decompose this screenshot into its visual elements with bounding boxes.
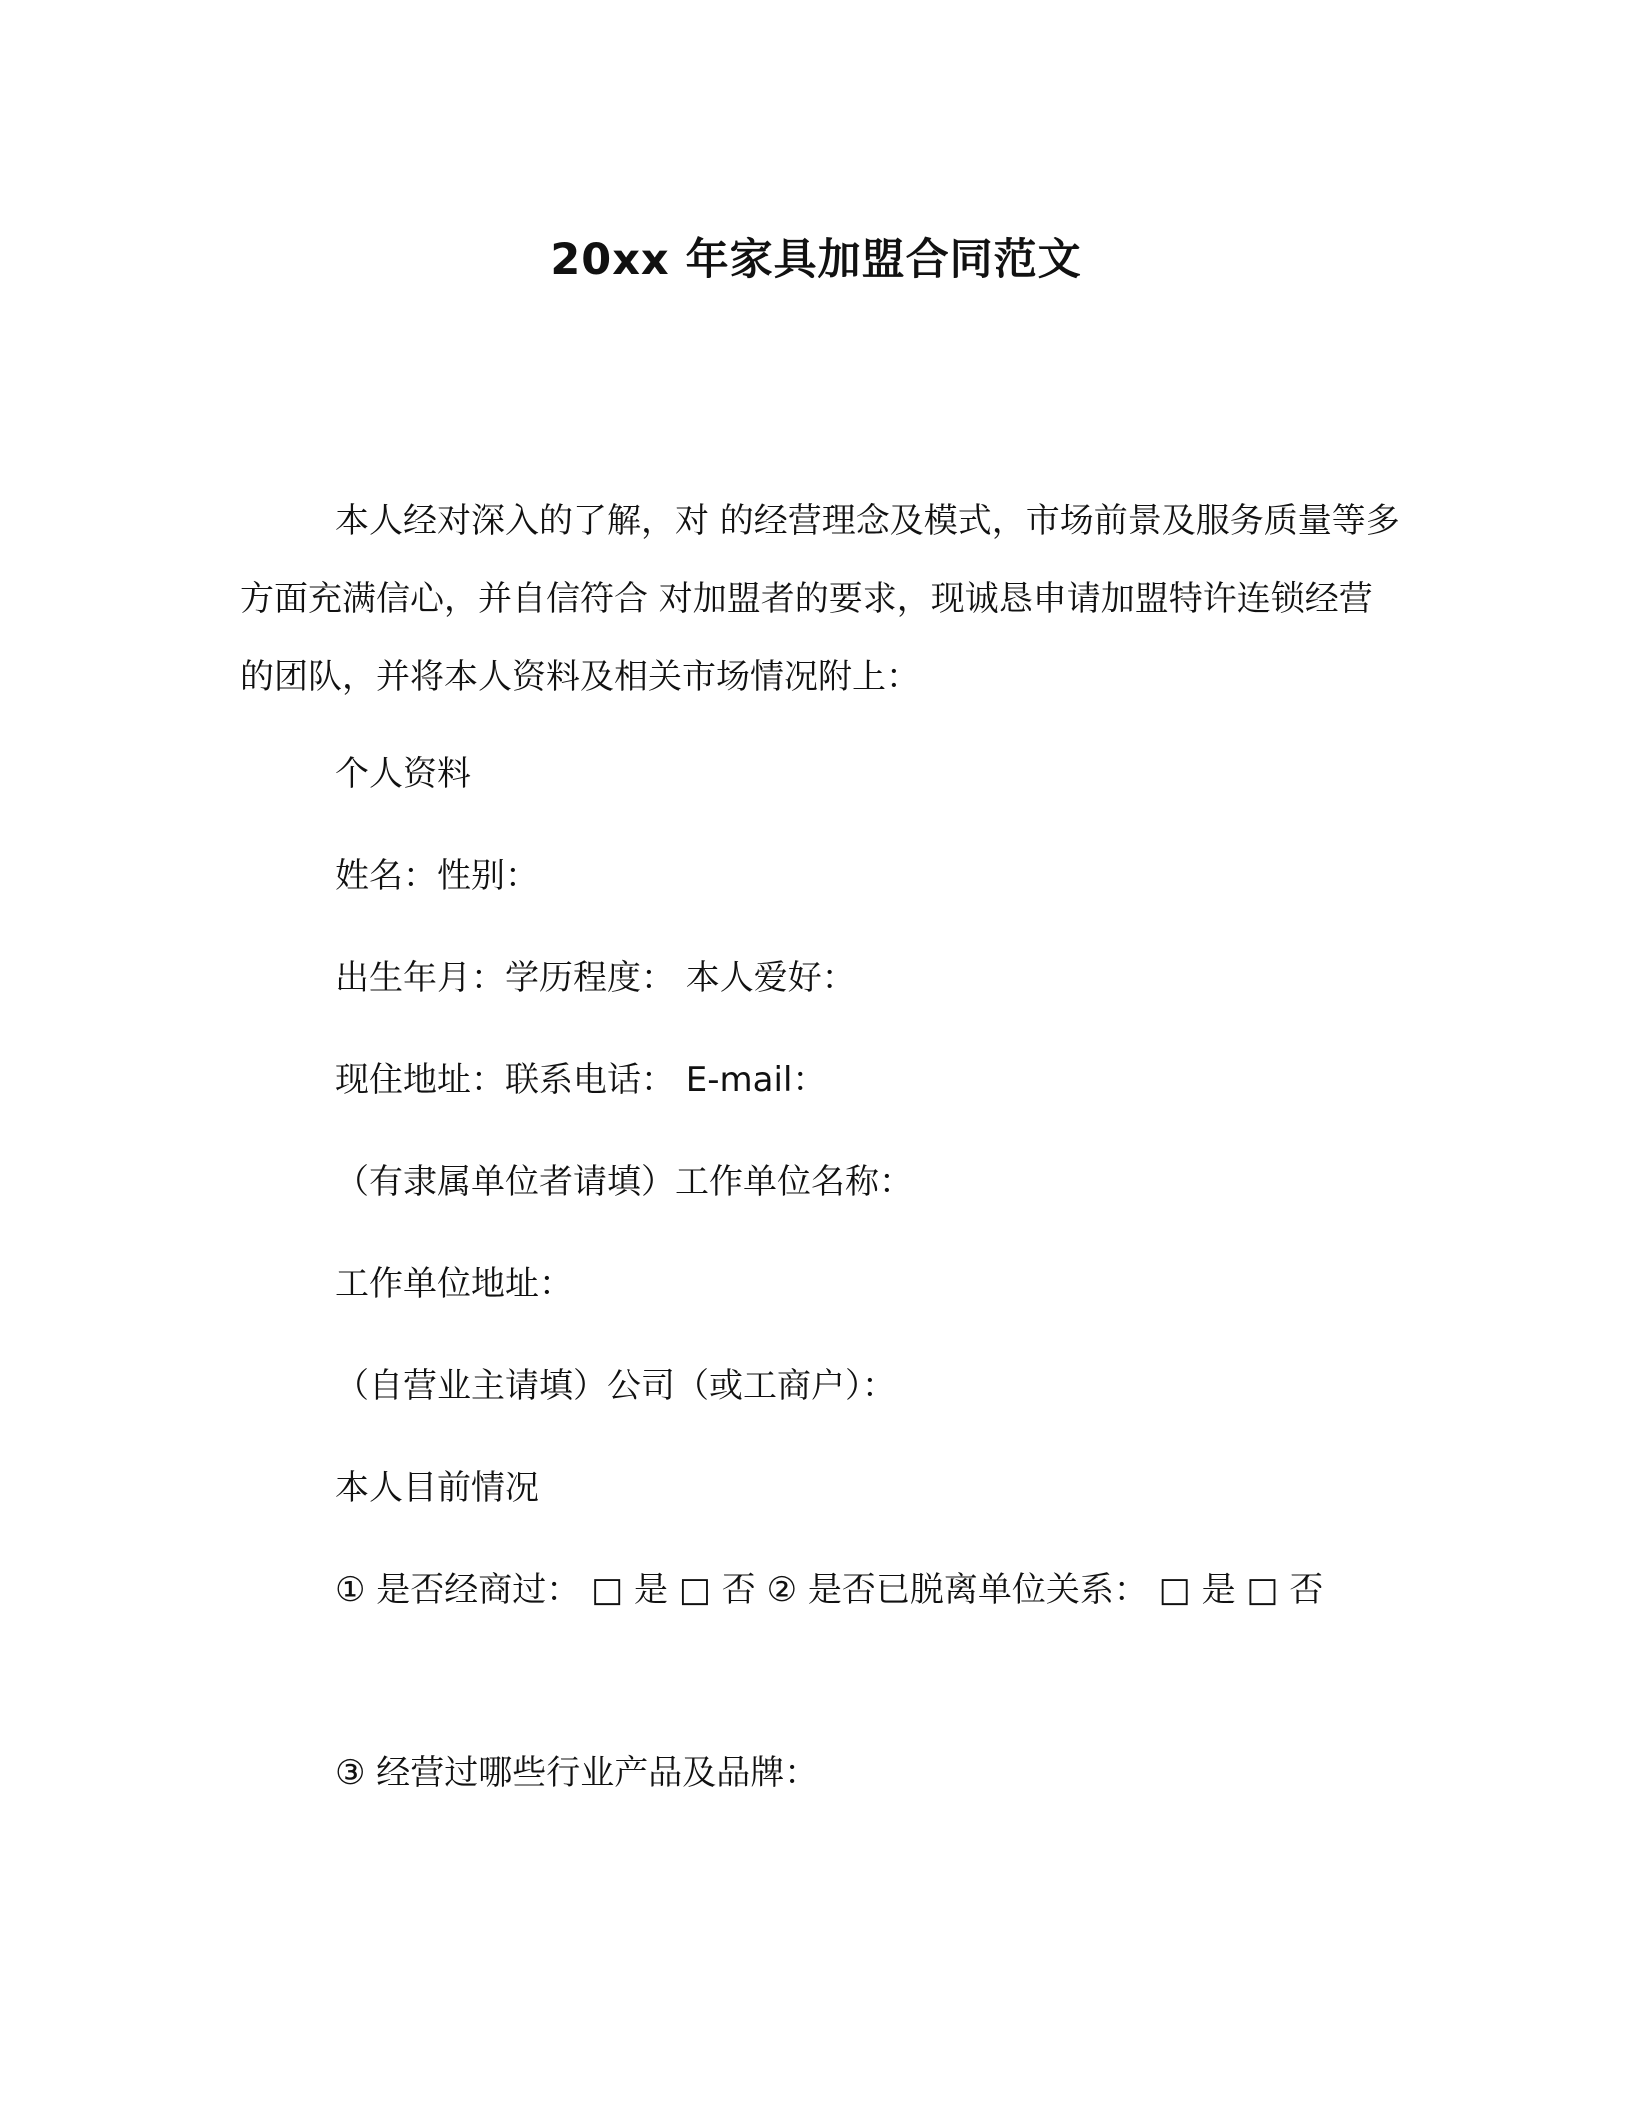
document-title: 20xx 年家具加盟合同范文: [550, 235, 1082, 285]
field-address-phone-email: 现住地址：联系电话： E-mail：: [335, 1060, 827, 1100]
personal-info-heading: 个人资料: [335, 754, 471, 794]
current-status-heading: 本人目前情况: [335, 1468, 539, 1508]
field-name-gender: 姓名：性别：: [335, 856, 539, 896]
intro-text: 本人经对深入的了解，对 的经营理念及模式，市场前景及服务质量等多方面充满信心，并自信符合 对加盟者的要求，现诚恳申请加盟特许连锁经营的团队，并将本人资料及相关市场情况附上：: [240, 501, 1400, 697]
field-company: （自营业主请填）公司（或工商户）：: [335, 1366, 896, 1406]
question-1-2: ① 是否经商过： □ 是 □ 否 ② 是否已脱离单位关系： □ 是 □ 否: [335, 1570, 1324, 1610]
intro-paragraph: [240, 482, 1400, 716]
field-birth-education-hobby: 出生年月：学历程度： 本人爱好：: [335, 958, 856, 998]
field-employer-address: 工作单位地址：: [335, 1264, 573, 1304]
question-3: ③ 经营过哪些行业产品及品牌：: [335, 1753, 819, 1793]
field-employer-name: （有隶属单位者请填）工作单位名称：: [335, 1162, 913, 1202]
